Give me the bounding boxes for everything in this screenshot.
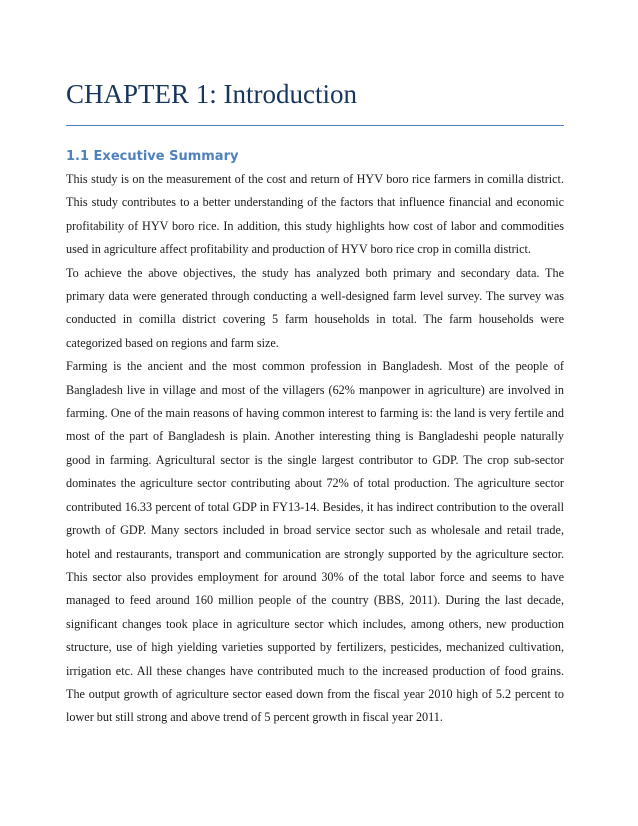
body-text — [66, 168, 564, 730]
section-heading: 1.1 Executive Summary — [66, 149, 239, 164]
chapter-title: CHAPTER 1: Introduction — [66, 79, 357, 109]
paragraph-study-overview: This study is on the measurement of the cost and return of HYV boro rice farmers in comilla district. This study contributes to a better understanding of the factors that influence financial and economic profitability of HYV boro rice. In addition, this study highlights how cost of labor and commodities used in agriculture affect profitability and production of HYV boro rice crop in comilla district. — [66, 172, 564, 257]
paragraph-agriculture-background: Farming is the ancient and the most common profession in Bangladesh. Most of the people of Bangladesh live in village and most of the villagers (62% manpower in agriculture) are involved in farming. One of the main reasons of having common interest to farming is: the land is very fertile and most of the part of Bangladesh is plain. Another interesting thing is Bangladeshi people naturally good in farming. Agricultural sector is the single largest contributor to GDP. The crop sub-sector dominates the agriculture sector contributing about 72% of total production. The agriculture sector contributed 16.33 percent of total GDP in FY13-14. Besides, it has indirect contribution to the overall growth of GDP. Many sectors included in broad service sector such as wholesale and retail trade, hotel and restaurants, transport and communication are strongly supported by the agriculture sector. This sector also provides employment for around 30% of the total labor force and seems to have managed to feed around 160 million people of the country (BBS, 2011). During the last decade, significant changes took place in agriculture sector which includes, among others, new production structure, use of high yielding varieties supported by fertilizers, pesticides, mechanized cultivation, irrigation etc. All these changes have contributed much to the increased production of food grains. The output growth of agriculture sector eased down from the fiscal year 2010 high of 5.2 percent to lower but still strong and above trend of 5 percent growth in fiscal year 2011. — [66, 359, 564, 725]
paragraph-methodology: To achieve the above objectives, the study has analyzed both primary and secondary data. The primary data were generated through conducting a well-designed farm level survey. The survey was conducted in comilla district covering 5 farm households in total. The farm households were categorized based on regions and farm size. — [66, 265, 564, 350]
title-divider — [66, 125, 564, 126]
